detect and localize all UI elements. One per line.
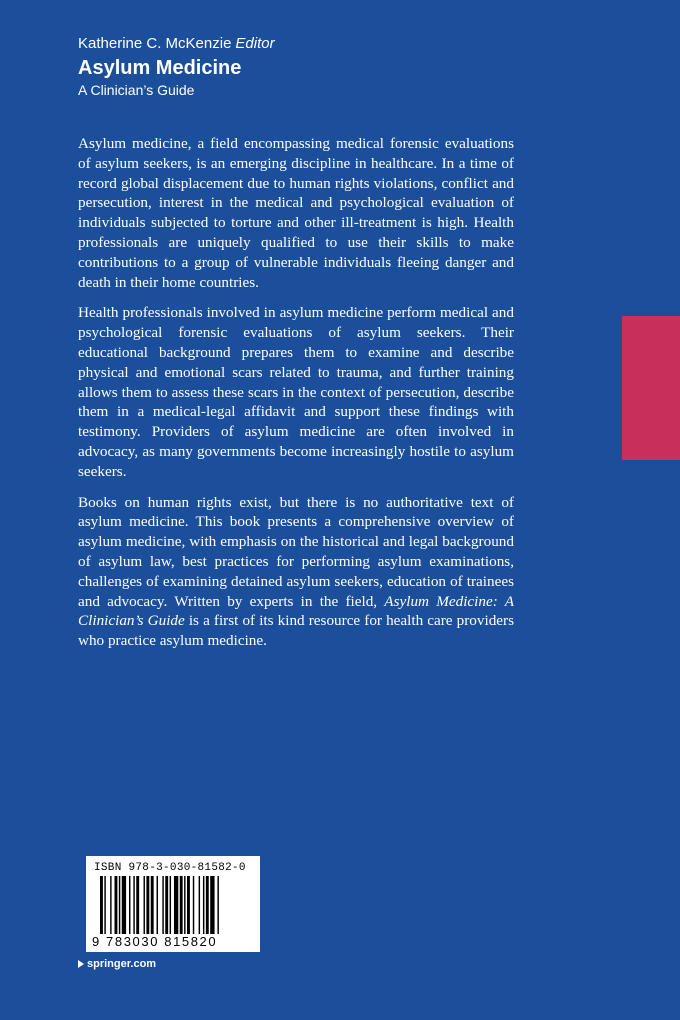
blurb-p3-book-title: Asylum Medicine: A Clinician’s Guide bbox=[78, 592, 514, 630]
cover-header bbox=[78, 34, 275, 100]
barcode-bar bbox=[210, 876, 214, 934]
back-cover-blurb bbox=[78, 134, 514, 662]
book-title: Asylum Medicine bbox=[78, 57, 242, 79]
barcode-bar bbox=[110, 876, 111, 934]
barcode-bar bbox=[187, 876, 190, 934]
barcode-bar bbox=[136, 876, 139, 934]
barcode-bar bbox=[129, 876, 130, 934]
barcode-bar bbox=[122, 876, 126, 934]
blurb-p3-start: Books on human rights exist, but there is no authoritative text of asylum medicine. This book presents a comprehensive overview of asylum medicine, with emphasis on the historical and legal background of asylum law, best practices for performing asylum examinations, challenges of examining detained asylum seekers, education of trainees and advocacy. Written by experts in the field, bbox=[78, 493, 514, 610]
barcode-bar bbox=[119, 876, 120, 934]
editor-role: Editor bbox=[235, 35, 275, 52]
publisher-link[interactable] bbox=[78, 958, 156, 970]
barcode-number: 9 783030 815820 bbox=[92, 934, 218, 949]
editor-line bbox=[78, 34, 275, 54]
barcode-bar bbox=[217, 876, 218, 934]
barcode-bar bbox=[157, 876, 158, 934]
barcode-bar bbox=[174, 876, 178, 934]
publisher-url: springer.com bbox=[87, 958, 157, 970]
barcode-bar bbox=[193, 876, 194, 934]
book-subtitle: A Clinician’s Guide bbox=[78, 82, 195, 98]
blurb-paragraph-3 bbox=[78, 493, 514, 651]
barcode-bars bbox=[100, 876, 248, 936]
blurb-paragraph-2: Health professionals involved in asylum medicine perform medical and psychological forensic evaluations of asylum seekers. Their educational background prepares them to examine and describe physical and emotional scars related to trauma, and further training allows them to assess these scars in the context of persecution, describe them in a medical-legal affidavit and support these findings with testimony. Providers of asylum medicine are often involved in advocacy, as many governments become increasingly hostile to asylum seekers. bbox=[78, 304, 514, 480]
isbn-label: ISBN 978-3-030-81582-0 bbox=[94, 862, 246, 874]
barcode-bar bbox=[146, 876, 149, 934]
barcode-bar bbox=[184, 876, 185, 934]
blurb-paragraph-1: Asylum medicine, a field encompassing medical forensic evaluations of asylum seekers, is an emerging discipline in healthcare. In a time of record global displacement due to human rights violations, conflict and persecution, interest in the medical and psychological evaluation of individuals subjected to torture and other ill-treatment is high. Health professionals are uniquely qualified to use their skills to make contributions to a group of vulnerable individuals fleeing danger and death in their home countries. bbox=[78, 135, 514, 291]
barcode-bar bbox=[151, 876, 154, 934]
barcode-bar bbox=[104, 876, 105, 934]
barcode-bar bbox=[133, 876, 134, 934]
barcode-bar bbox=[144, 876, 145, 934]
barcode-bar bbox=[203, 876, 204, 934]
barcode-bar bbox=[100, 876, 103, 934]
barcode-bar bbox=[165, 876, 168, 934]
barcode-bar bbox=[206, 876, 209, 934]
barcode-bar bbox=[162, 876, 163, 934]
blurb-p3-end: is a first of its kind resource for health care providers who practice asylum medicine. bbox=[78, 612, 514, 650]
barcode-bar bbox=[180, 876, 183, 934]
barcode-bar bbox=[115, 876, 118, 934]
barcode-bar bbox=[199, 876, 200, 934]
editor-name: Katherine C. McKenzie bbox=[78, 35, 232, 52]
spine-color-tab bbox=[622, 316, 680, 460]
arrow-right-icon bbox=[78, 960, 84, 968]
barcode-bar bbox=[170, 876, 171, 934]
isbn-barcode bbox=[86, 856, 260, 952]
